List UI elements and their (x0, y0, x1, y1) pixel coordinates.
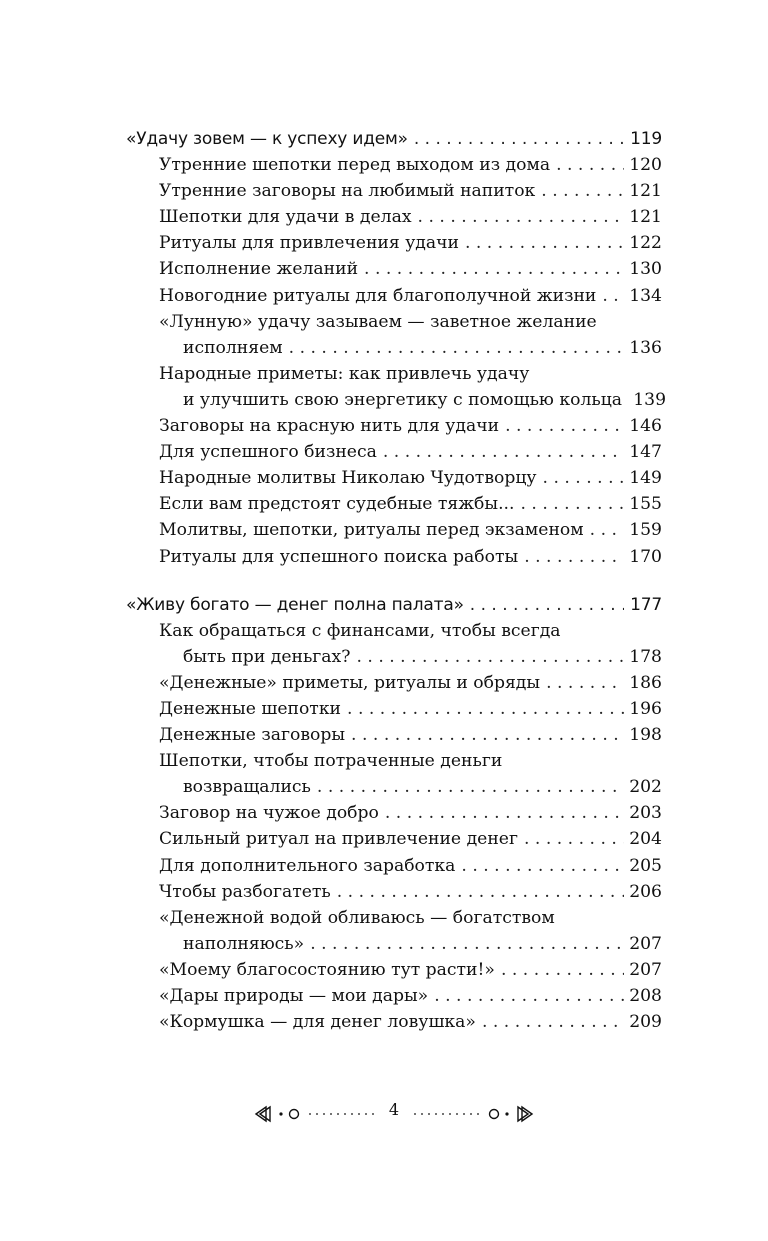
entry-title: Заговоры на красную нить для удачи (159, 416, 500, 437)
right-circle-icon (490, 1110, 499, 1119)
leader-dots (543, 465, 624, 491)
leader-dots (546, 670, 624, 696)
toc-entry[interactable] (126, 544, 662, 570)
page-ref: 186 (629, 672, 662, 693)
leader-dots (385, 800, 624, 826)
toc-entry-continuation[interactable] (126, 644, 662, 670)
entry-title: Утренние заговоры на любимый напиток (159, 181, 536, 202)
leader-dots (337, 879, 624, 905)
toc-entry[interactable] (126, 204, 662, 230)
page-ref: 121 (629, 181, 662, 202)
page-ref: 177 (630, 594, 662, 615)
toc-entry[interactable] (126, 826, 662, 852)
page-ref: 178 (629, 646, 662, 667)
toc-entry[interactable] (126, 618, 662, 644)
leader-dots (602, 283, 624, 309)
toc-entry[interactable] (126, 256, 662, 282)
toc-section (126, 592, 662, 1036)
toc-entry[interactable] (126, 309, 662, 335)
leader-dots (414, 126, 624, 152)
entry-title: Народные приметы: как привлечь удачу (159, 363, 530, 384)
entry-title: Исполнение желаний (159, 259, 359, 280)
leader-dots (461, 853, 624, 879)
page-ref: 207 (629, 959, 662, 980)
entry-title: Ритуалы для успешного поиска работы (159, 546, 519, 567)
leader-dots (434, 983, 624, 1009)
page-ref: 206 (629, 881, 662, 902)
page-ref: 196 (629, 698, 662, 719)
leader-dots (364, 256, 624, 282)
leader-dots (289, 335, 624, 361)
leader-dots (556, 152, 624, 178)
leader-dots (383, 439, 624, 465)
entry-title: Для успешного бизнеса (159, 442, 377, 463)
toc-entry-continuation[interactable] (126, 387, 667, 413)
entry-title: Заговор на чужое добро (159, 803, 379, 824)
page-ref: 155 (629, 494, 662, 515)
section-title: «Удачу зовем — к успеху идем» (126, 129, 408, 149)
toc-entry[interactable] (126, 879, 662, 905)
entry-title: Если вам предстоят судебные тяжбы... (159, 494, 515, 515)
toc-entry[interactable] (126, 439, 662, 465)
toc-entry[interactable] (126, 696, 662, 722)
page-number: 4 (388, 1100, 400, 1119)
leader-dots (505, 413, 624, 439)
page-ref: 121 (629, 207, 662, 228)
page-ref: 170 (629, 546, 662, 567)
leader-dots (541, 178, 624, 204)
toc-section (126, 126, 667, 570)
page-ref: 147 (629, 442, 662, 463)
entry-title: Ритуалы для привлечения удачи (159, 233, 459, 254)
leader-dots (356, 644, 624, 670)
toc-entry[interactable] (126, 465, 662, 491)
entry-title: Шепотки для удачи в делах (159, 207, 412, 228)
leader-dots (347, 696, 624, 722)
toc-entry[interactable] (126, 983, 662, 1009)
leader-dots (470, 592, 624, 618)
leader-dots (524, 544, 624, 570)
entry-title: Чтобы разбогатеть (159, 881, 331, 902)
entry-title: Утренние шепотки перед выходом из дома (159, 155, 551, 176)
toc-section-heading[interactable] (126, 592, 662, 618)
toc-entry[interactable] (126, 152, 662, 178)
entry-title: «Дары природы — мои дары» (159, 986, 429, 1006)
leader-dots (520, 491, 624, 517)
left-circle-icon (290, 1110, 299, 1119)
page-ref: 202 (629, 777, 662, 798)
entry-title: возвращались (183, 777, 311, 798)
entry-title: и улучшить свою энергетику с помощью кольца (183, 389, 623, 410)
leader-dots (418, 204, 624, 230)
toc-entry[interactable] (126, 670, 662, 696)
toc-entry[interactable] (126, 361, 662, 387)
entry-title: Денежные заговоры (159, 725, 346, 746)
toc-entry-continuation[interactable] (126, 931, 662, 957)
section-title: «Живу богато — денег полна палата» (126, 594, 464, 615)
entry-title: Новогодние ритуалы для благополучной жизни (159, 285, 597, 306)
leader-dots (501, 957, 624, 983)
toc-entry[interactable] (126, 491, 662, 517)
entry-title: Шепотки, чтобы потраченные деньги (159, 751, 503, 772)
entry-title: наполняюсь» (183, 933, 305, 954)
leader-dots (310, 931, 624, 957)
leader-dots (317, 774, 624, 800)
entry-title: Народные молитвы Николаю Чудотворцу (159, 468, 537, 489)
table-of-contents (126, 126, 667, 1035)
page-ref: 146 (629, 416, 662, 437)
page-ref: 208 (629, 986, 662, 1006)
page-ref: 134 (629, 285, 662, 306)
page-ref: 205 (629, 855, 662, 876)
toc-entry[interactable] (126, 283, 662, 309)
toc-section-heading[interactable] (126, 126, 662, 152)
page-footer (254, 1100, 534, 1128)
toc-entry[interactable] (126, 722, 662, 748)
toc-entry[interactable] (126, 748, 662, 774)
entry-title: Для дополнительного заработка (159, 855, 456, 876)
page-ref: 204 (629, 829, 662, 850)
entry-title: Молитвы, шепотки, ритуалы перед экзаменом (159, 520, 584, 541)
entry-title: Сильный ритуал на привлечение денег (159, 829, 518, 850)
page-ref: 139 (633, 389, 667, 410)
page-ref: 120 (629, 155, 662, 176)
leader-dots (351, 722, 624, 748)
toc-entry[interactable] (126, 413, 662, 439)
page-ref: 207 (629, 933, 662, 954)
page-ref: 198 (629, 725, 662, 746)
entry-title: «Денежные» приметы, ритуалы и обряды (159, 672, 541, 693)
toc-entry[interactable] (126, 957, 662, 983)
page-ref: 203 (629, 803, 662, 824)
leader-dots (590, 517, 624, 543)
page-ref: 209 (629, 1012, 662, 1033)
toc-entry[interactable] (126, 517, 662, 543)
page-ref: 149 (629, 468, 662, 489)
page-ref: 130 (629, 259, 662, 280)
toc-entry-continuation[interactable] (126, 774, 662, 800)
leader-dots (524, 826, 624, 852)
page-ref: 159 (629, 520, 662, 541)
page-ref: 136 (629, 337, 662, 358)
entry-title: «Денежной водой обливаюсь — богатством (159, 907, 555, 928)
toc-entry[interactable] (126, 905, 662, 931)
entry-title: быть при деньгах? (183, 646, 351, 667)
leader-dots (482, 1009, 624, 1035)
page-ref: 119 (630, 129, 662, 149)
entry-title: «Лунную» удачу зазываем — заветное желание (159, 311, 597, 332)
entry-title: «Кормушка — для денег ловушка» (159, 1012, 476, 1033)
toc-entry[interactable] (126, 230, 662, 256)
entry-title: Как обращаться с финансами, чтобы всегда (159, 620, 561, 641)
entry-title: исполняем (183, 337, 283, 358)
toc-entry[interactable] (126, 800, 662, 826)
page-ref: 122 (629, 233, 662, 254)
entry-title: Денежные шепотки (159, 698, 342, 719)
toc-entry-continuation[interactable] (126, 335, 662, 361)
leader-dots (465, 230, 624, 256)
toc-entry[interactable] (126, 178, 662, 204)
entry-title: «Моему благосостоянию тут расти!» (159, 959, 495, 980)
toc-entry[interactable] (126, 1009, 662, 1035)
toc-entry[interactable] (126, 853, 662, 879)
